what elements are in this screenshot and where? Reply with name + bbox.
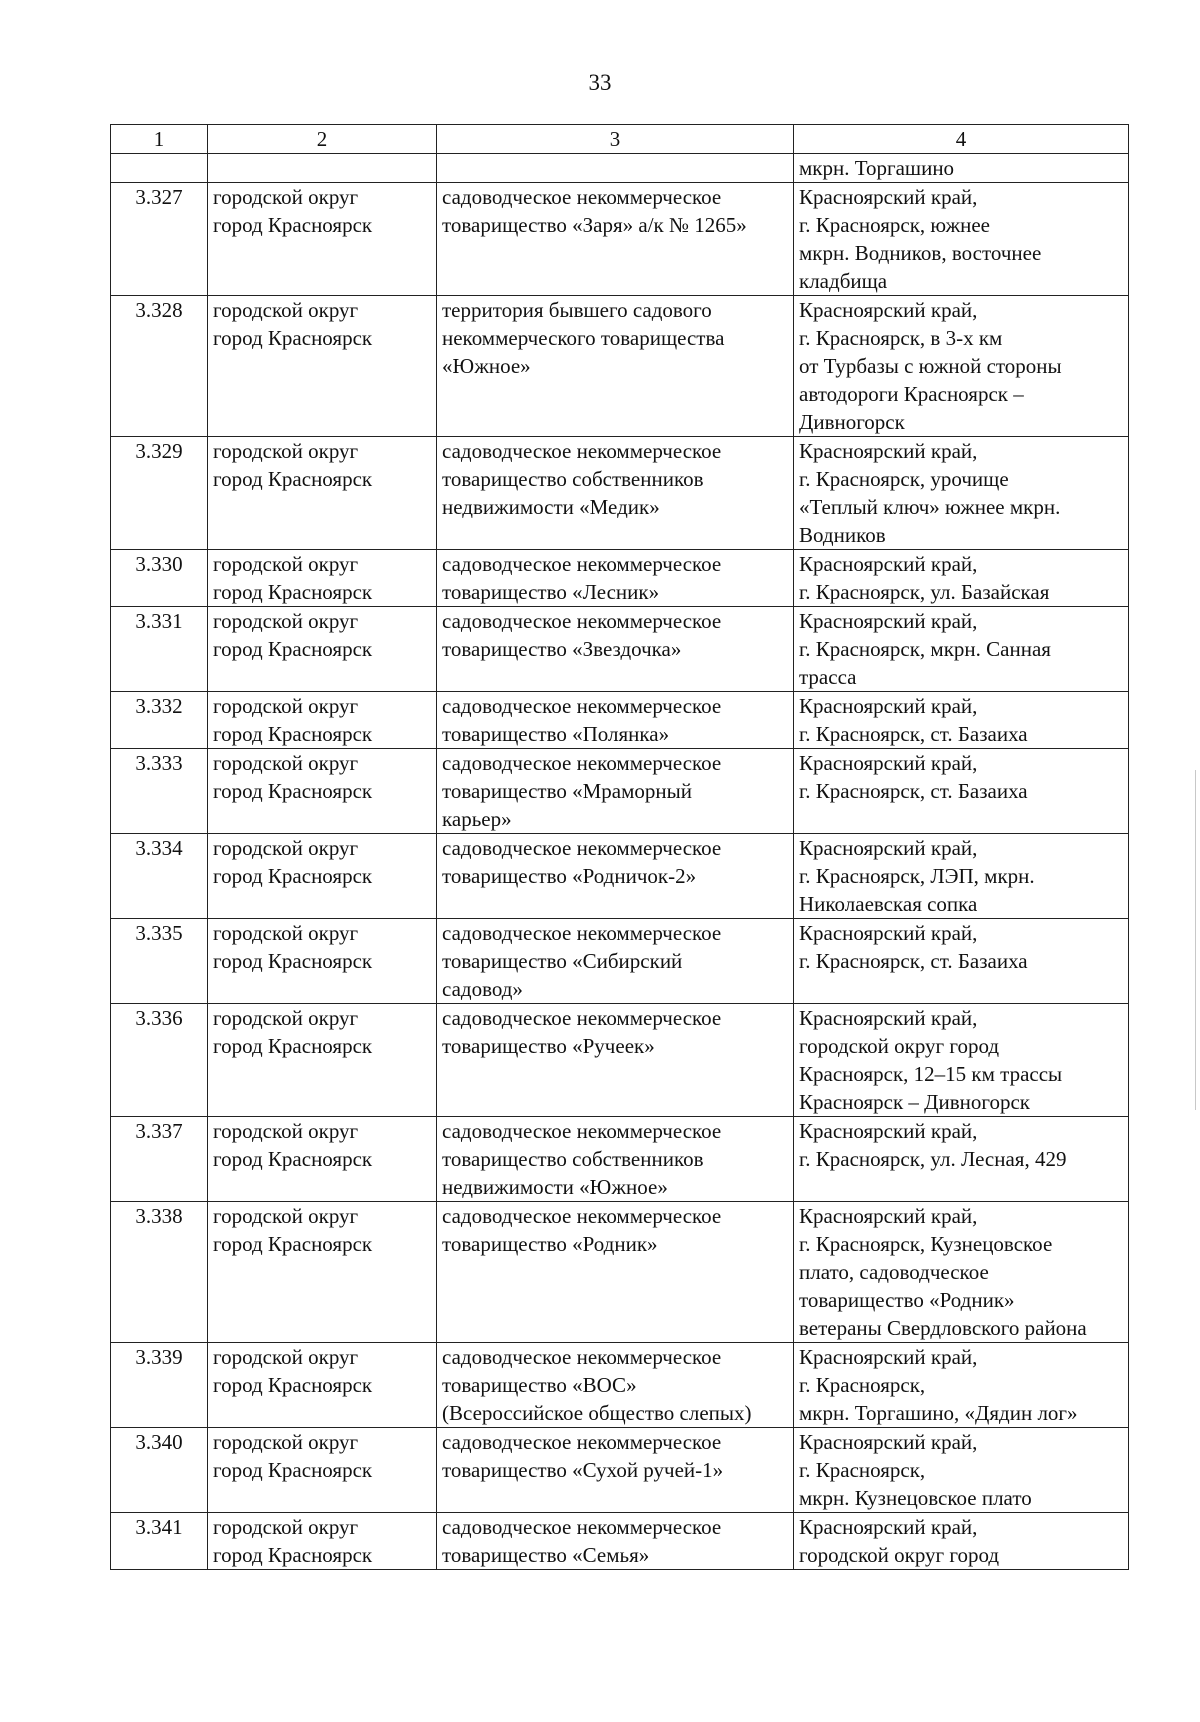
row-number-cell: 3.338 xyxy=(111,1202,208,1343)
name-cell: садоводческое некоммерческое товарищество «Мраморный карьер» xyxy=(437,749,794,834)
table-row xyxy=(111,1202,1129,1343)
location-cell: Красноярский край, г. Красноярск, в 3-х км от Турбазы с южной стороны автодороги Красноярск – Дивногорск xyxy=(794,296,1129,437)
district-cell: городской округ город Красноярск xyxy=(208,1202,437,1343)
name-cell: территория бывшего садового некоммерческого товарищества «Южное» xyxy=(437,296,794,437)
location-cell: Красноярский край, городской округ город Красноярск, 12–15 км трассы Красноярск – Дивногорск xyxy=(794,1004,1129,1117)
location-cell: Красноярский край, городской округ город xyxy=(794,1513,1129,1570)
table-row xyxy=(111,1004,1129,1117)
table-body xyxy=(111,154,1129,1570)
row-number-cell: 3.328 xyxy=(111,296,208,437)
header-row xyxy=(111,125,1129,154)
district-cell: городской округ город Красноярск xyxy=(208,1004,437,1117)
table-row xyxy=(111,749,1129,834)
row-number-cell: 3.340 xyxy=(111,1428,208,1513)
page-number: 33 xyxy=(588,70,612,95)
table-row xyxy=(111,692,1129,749)
row-number-cell: 3.337 xyxy=(111,1117,208,1202)
row-number-cell xyxy=(111,154,208,183)
location-cell: Красноярский край, г. Красноярск, мкрн. Санная трасса xyxy=(794,607,1129,692)
table-row xyxy=(111,1513,1129,1570)
row-number-cell: 3.335 xyxy=(111,919,208,1004)
district-cell: городской округ город Красноярск xyxy=(208,550,437,607)
table-row xyxy=(111,296,1129,437)
district-cell: городской округ город Красноярск xyxy=(208,607,437,692)
table-row xyxy=(111,919,1129,1004)
row-number-cell: 3.333 xyxy=(111,749,208,834)
name-cell: садоводческое некоммерческое товарищество «Звездочка» xyxy=(437,607,794,692)
row-number-cell: 3.330 xyxy=(111,550,208,607)
district-cell: городской округ город Красноярск xyxy=(208,1513,437,1570)
district-cell: городской округ город Красноярск xyxy=(208,834,437,919)
name-cell: садоводческое некоммерческое товарищество «Полянка» xyxy=(437,692,794,749)
location-cell: Красноярский край, г. Красноярск, ст. Базаиха xyxy=(794,692,1129,749)
column-header-4: 4 xyxy=(794,125,1129,154)
name-cell: садоводческое некоммерческое товарищество «Родник» xyxy=(437,1202,794,1343)
row-number-cell: 3.336 xyxy=(111,1004,208,1117)
register-table xyxy=(110,124,1129,1570)
table-row xyxy=(111,607,1129,692)
location-cell: Красноярский край, г. Красноярск, мкрн. Торгашино, «Дядин лог» xyxy=(794,1343,1129,1428)
table-row xyxy=(111,550,1129,607)
scan-edge-mark xyxy=(1195,770,1196,1110)
row-number-cell: 3.327 xyxy=(111,183,208,296)
name-cell: садоводческое некоммерческое товарищество собственников недвижимости «Южное» xyxy=(437,1117,794,1202)
name-cell: садоводческое некоммерческое товарищество собственников недвижимости «Медик» xyxy=(437,437,794,550)
district-cell: городской округ город Красноярск xyxy=(208,1117,437,1202)
row-number-cell: 3.329 xyxy=(111,437,208,550)
name-cell: садоводческое некоммерческое товарищество «Заря» а/к № 1265» xyxy=(437,183,794,296)
table-row xyxy=(111,437,1129,550)
name-cell: садоводческое некоммерческое товарищество «ВОС» (Всероссийское общество слепых) xyxy=(437,1343,794,1428)
row-number-cell: 3.331 xyxy=(111,607,208,692)
continuation-row xyxy=(111,154,1129,183)
district-cell: городской округ город Красноярск xyxy=(208,919,437,1004)
table-row xyxy=(111,1428,1129,1513)
name-cell: садоводческое некоммерческое товарищество «Сибирский садовод» xyxy=(437,919,794,1004)
district-cell: городской округ город Красноярск xyxy=(208,1428,437,1513)
column-header-1: 1 xyxy=(111,125,208,154)
row-number-cell: 3.334 xyxy=(111,834,208,919)
location-cell: Красноярский край, г. Красноярск, южнее мкрн. Водников, восточнее кладбища xyxy=(794,183,1129,296)
table-row xyxy=(111,1117,1129,1202)
location-cell: Красноярский край, г. Красноярск, ул. Лесная, 429 xyxy=(794,1117,1129,1202)
table-row xyxy=(111,1343,1129,1428)
district-cell: городской округ город Красноярск xyxy=(208,437,437,550)
name-cell: садоводческое некоммерческое товарищество «Сухой ручей-1» xyxy=(437,1428,794,1513)
district-cell: городской округ город Красноярск xyxy=(208,296,437,437)
location-cell: Красноярский край, г. Красноярск, ЛЭП, мкрн. Николаевская сопка xyxy=(794,834,1129,919)
district-cell: городской округ город Красноярск xyxy=(208,749,437,834)
name-cell: садоводческое некоммерческое товарищество «Семья» xyxy=(437,1513,794,1570)
location-cell: Красноярский край, г. Красноярск, урочище «Теплый ключ» южнее мкрн. Водников xyxy=(794,437,1129,550)
column-header-2: 2 xyxy=(208,125,437,154)
location-cell: Красноярский край, г. Красноярск, Кузнецовское плато, садоводческое товарищество «Родник» ветераны Свердловского района xyxy=(794,1202,1129,1343)
name-cell: садоводческое некоммерческое товарищество «Лесник» xyxy=(437,550,794,607)
location-cell: Красноярский край, г. Красноярск, ст. Базаиха xyxy=(794,919,1129,1004)
district-cell: городской округ город Красноярск xyxy=(208,692,437,749)
location-cell: мкрн. Торгашино xyxy=(794,154,1129,183)
district-cell: городской округ город Красноярск xyxy=(208,183,437,296)
name-cell: садоводческое некоммерческое товарищество «Ручеек» xyxy=(437,1004,794,1117)
table-row xyxy=(111,834,1129,919)
row-number-cell: 3.332 xyxy=(111,692,208,749)
column-header-3: 3 xyxy=(437,125,794,154)
table-row xyxy=(111,183,1129,296)
row-number-cell: 3.341 xyxy=(111,1513,208,1570)
location-cell: Красноярский край, г. Красноярск, мкрн. Кузнецовское плато xyxy=(794,1428,1129,1513)
district-cell xyxy=(208,154,437,183)
row-number-cell: 3.339 xyxy=(111,1343,208,1428)
location-cell: Красноярский край, г. Красноярск, ст. Базаиха xyxy=(794,749,1129,834)
name-cell xyxy=(437,154,794,183)
district-cell: городской округ город Красноярск xyxy=(208,1343,437,1428)
location-cell: Красноярский край, г. Красноярск, ул. Базайская xyxy=(794,550,1129,607)
name-cell: садоводческое некоммерческое товарищество «Родничок-2» xyxy=(437,834,794,919)
